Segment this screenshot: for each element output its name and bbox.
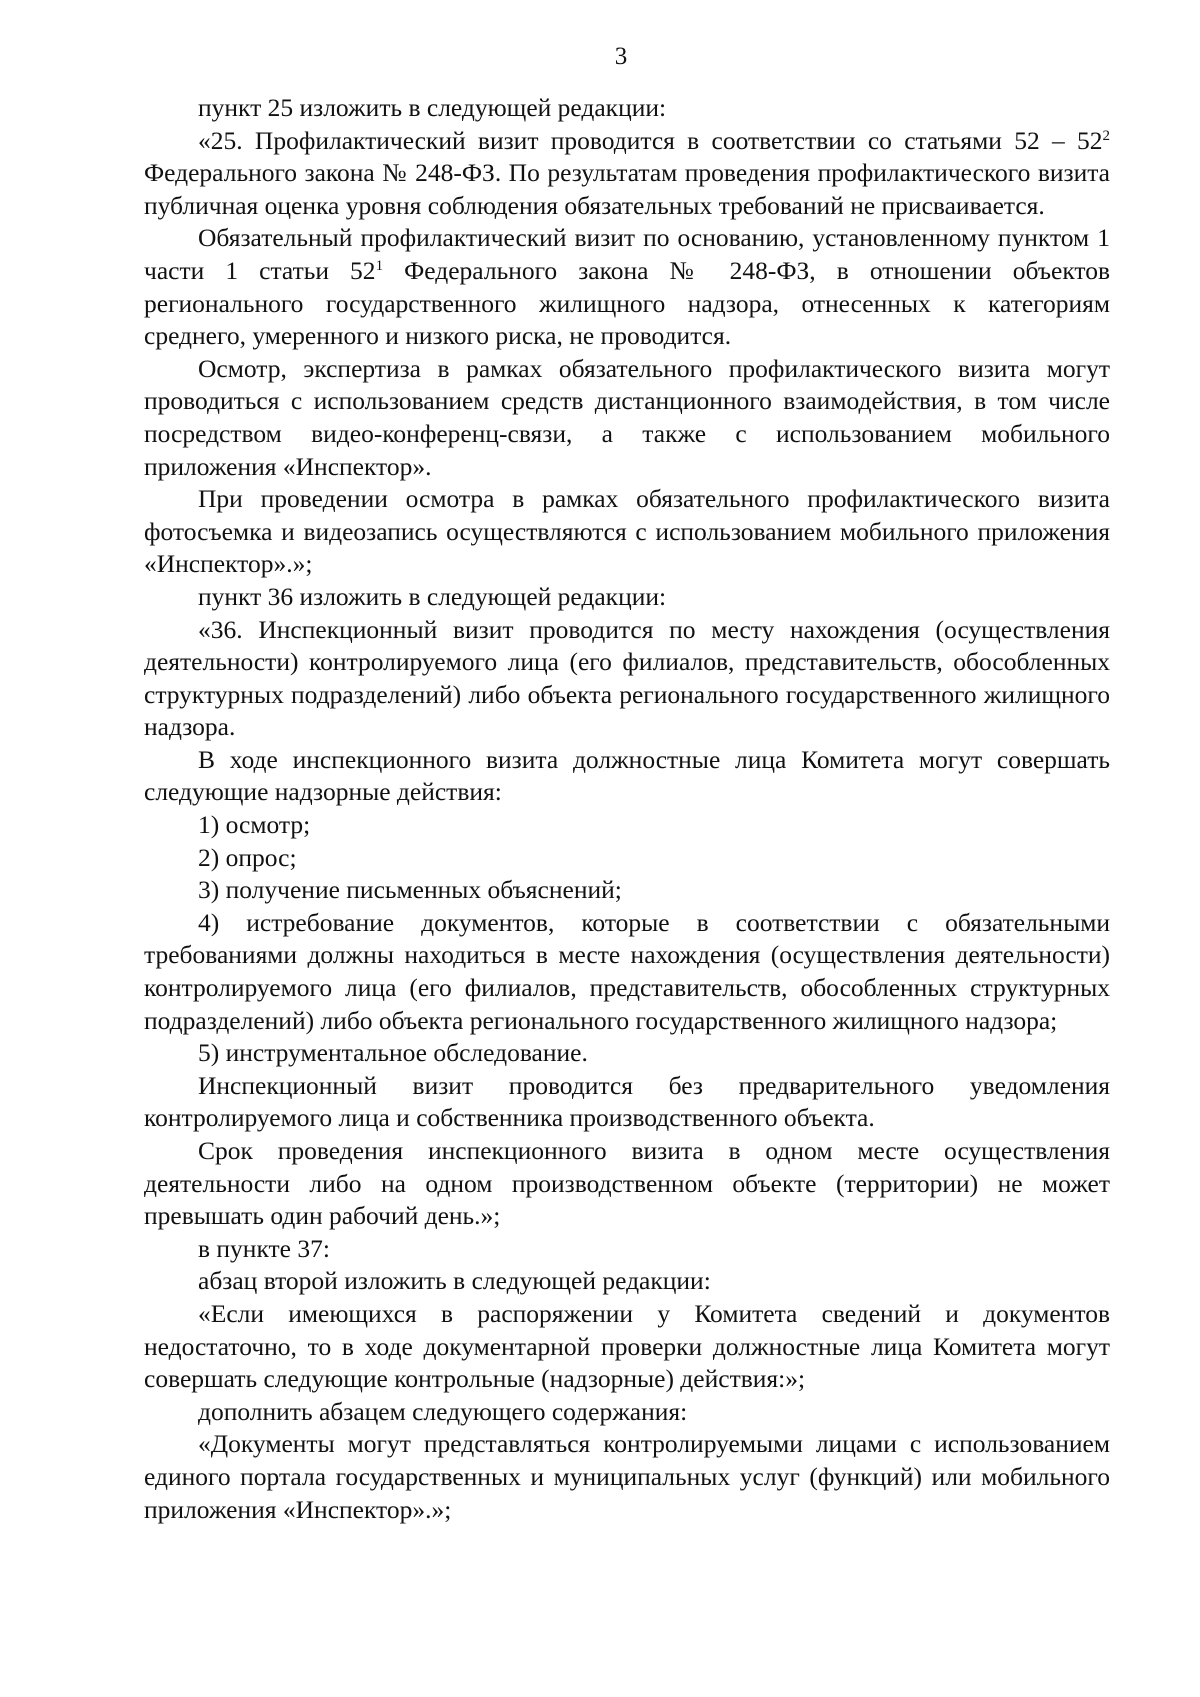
- paragraph: «36. Инспекционный визит проводится по месту нахождения (осуществления деятельности) контролируемого лица (его филиалов, представительств, обособленных структурных подразделений) либо объекта регионального государственного жилищного надзора.: [144, 614, 1110, 742]
- page-number: 3: [614, 43, 628, 70]
- paragraph: дополнить абзацем следующего содержания:: [198, 1396, 688, 1426]
- paragraph: Инспекционный визит проводится без предварительного уведомления контролируемого лица и собственника производственного объекта.: [144, 1070, 1110, 1133]
- paragraph: При проведении осмотра в рамках обязательного профилактического визита фотосъемка и видеозапись осуществляются с использованием мобильного приложения «Инспектор».»;: [144, 484, 1110, 579]
- list-item: 3) получение письменных объяснений;: [198, 875, 622, 905]
- text-run: Федерального закона № 248-ФЗ, в отношении объектов регионального государственного жилищного надзора, отнесенных к категориям среднего, умеренного и низкого риска, не проводится.: [144, 255, 1110, 351]
- list-item: 2) опрос;: [198, 842, 297, 872]
- superscript: 1: [375, 257, 384, 274]
- paragraph: Осмотр, экспертиза в рамках обязательного профилактического визита могут проводиться с использованием средств дистанционного взаимодействия, в том числе посредством видео-конференц-связи, а также с использованием мобильного приложения «Инспектор».: [144, 353, 1110, 481]
- superscript: 2: [1102, 127, 1110, 144]
- paragraph: пункт 25 изложить в следующей редакции:: [198, 93, 667, 122]
- text-run: Федерального закона № 248-ФЗ. По результатам проведения профилактического визита публичная оценка уровня соблюдения обязательных требований не присваивается.: [144, 158, 1110, 220]
- paragraph: В ходе инспекционного визита должностные лица Комитета могут совершать следующие надзорные действия:: [144, 744, 1110, 807]
- paragraph: Срок проведения инспекционного визита в одном месте осуществления деятельности либо на одном производственном объекте (территории) не может превышать один рабочий день.»;: [144, 1136, 1110, 1231]
- text-run: Обязательный профилактический визит по основанию, установленному пунктом 1 части 1 статьи 52: [144, 223, 1110, 285]
- paragraph: в пункте 37:: [198, 1233, 330, 1263]
- list-item: 4) истребование документов, которые в соответствии с обязательными требованиями должны находиться в месте нахождения (осуществления деятельности) контролируемого лица (его филиалов, представительств, обособленных структурных подразделений) либо объекта регионального государственного жилищного надзора;: [144, 907, 1110, 1035]
- paragraph: [144, 125, 1110, 223]
- list-item: 5) инструментальное обследование.: [198, 1038, 588, 1068]
- document-body: [144, 92, 1110, 1526]
- list-item: 1) осмотр;: [198, 810, 311, 840]
- paragraph: [144, 222, 1110, 352]
- paragraph: «Документы могут представляться контролируемыми лицами с использованием единого портала государственных и муниципальных услуг (функций) или мобильного приложения «Инспектор».»;: [144, 1429, 1110, 1524]
- text-run: «25. Профилактический визит проводится в соответствии со статьями 52 – 52: [198, 125, 1103, 155]
- paragraph: пункт 36 изложить в следующей редакции:: [198, 581, 667, 611]
- paragraph: «Если имеющихся в распоряжении у Комитета сведений и документов недостаточно, то в ходе документарной проверки должностные лица Комитета могут совершать следующие контрольные (надзорные) действия:»;: [144, 1298, 1110, 1394]
- paragraph: абзац второй изложить в следующей редакции:: [198, 1266, 711, 1296]
